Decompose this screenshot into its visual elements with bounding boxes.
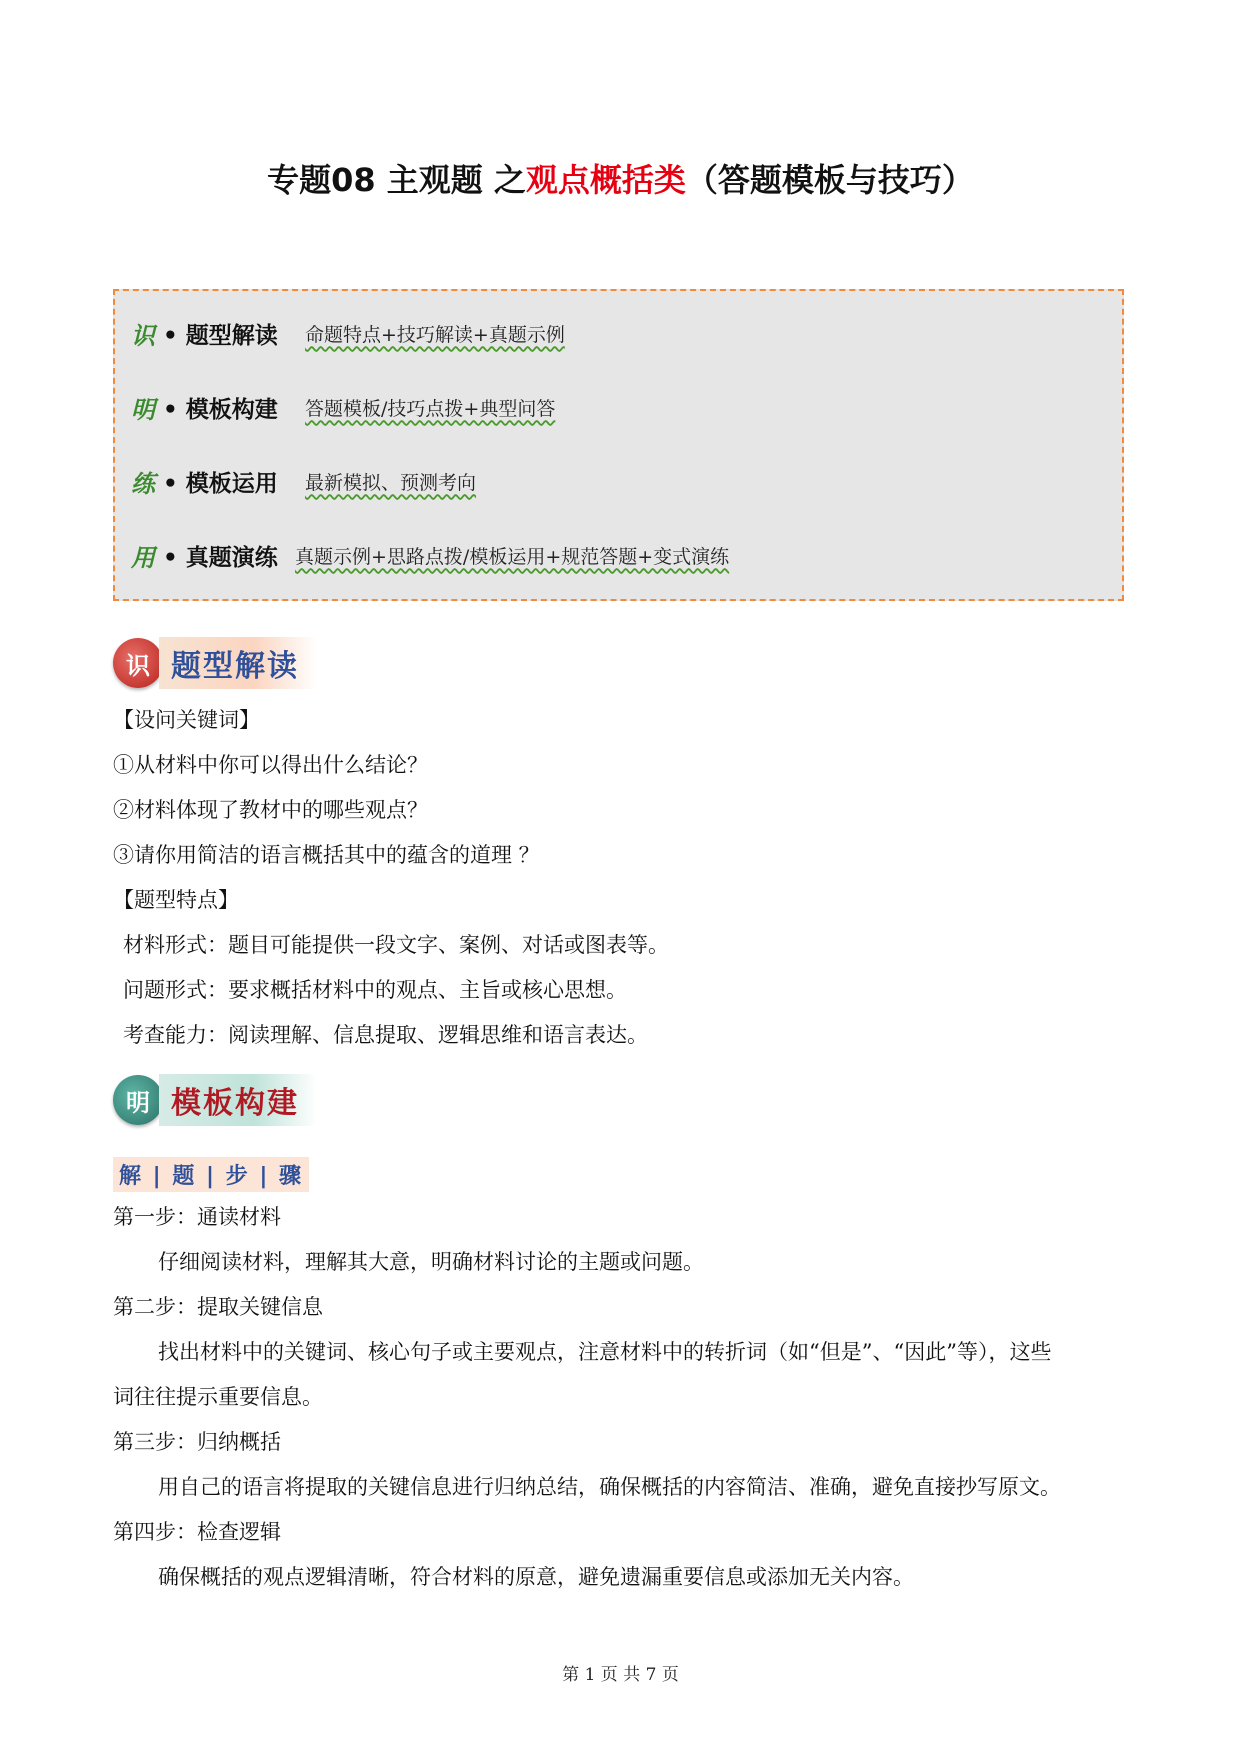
- guide-name: • 模板运用: [163, 465, 293, 498]
- section-badge: 识: [113, 638, 163, 688]
- guide-row: [131, 535, 729, 575]
- step-title: 第二步：提取关键信息: [113, 1295, 323, 1319]
- guide-desc: 真题示例+思路点拨/模板运用+规范答题+变式演练: [295, 545, 730, 568]
- guide-row: [131, 313, 565, 353]
- guide-box: [113, 289, 1124, 601]
- step-body: 仔细阅读材料，理解其大意，明确材料讨论的主题或问题。: [158, 1250, 704, 1274]
- guide-row: [131, 387, 555, 427]
- section-heading: 模板构建: [159, 1074, 317, 1126]
- title-prefix: 专题08 主观题 之: [267, 161, 526, 199]
- steps-tag: 解 | 题 | 步 | 骤: [113, 1157, 309, 1192]
- keyword-item: ②材料体现了教材中的哪些观点？: [113, 798, 428, 822]
- guide-char: 用: [131, 542, 155, 572]
- feature-item: 考查能力：阅读理解、信息提取、逻辑思维和语言表达。: [123, 1023, 648, 1047]
- guide-char: 练: [131, 468, 155, 498]
- guide-name: • 题型解读: [163, 317, 293, 350]
- title-suffix: （答题模板与技巧）: [685, 161, 974, 199]
- guide-name: • 模板构建: [163, 391, 293, 424]
- keyword-item: ①从材料中你可以得出什么结论？: [113, 753, 428, 777]
- step-body: 用自己的语言将提取的关键信息进行归纳总结，确保概括的内容简洁、准确，避免直接抄写原文。: [158, 1475, 1061, 1499]
- section-banner-interpretation: [113, 637, 317, 689]
- page-title: [0, 160, 1241, 200]
- step-title: 第一步：通读材料: [113, 1205, 281, 1229]
- features-label: 【题型特点】: [113, 888, 239, 912]
- feature-item: 问题形式：要求概括材料中的观点、主旨或核心思想。: [123, 978, 627, 1002]
- guide-desc: 命题特点+技巧解读+真题示例: [305, 323, 565, 346]
- page-footer: 第 1 页 共 7 页: [562, 1665, 679, 1685]
- guide-name: • 真题演练: [163, 539, 293, 572]
- guide-desc: 答题模板/技巧点拨+典型问答: [305, 397, 556, 420]
- guide-char: 明: [131, 394, 155, 424]
- section-badge: 明: [113, 1075, 163, 1125]
- section-banner-template: [113, 1074, 317, 1126]
- step-title: 第三步：归纳概括: [113, 1430, 281, 1454]
- guide-desc: 最新模拟、预测考向: [305, 471, 477, 494]
- title-highlight: 观点概括类: [525, 161, 686, 199]
- feature-item: 材料形式：题目可能提供一段文字、案例、对话或图表等。: [123, 933, 669, 957]
- section-heading: 题型解读: [159, 637, 317, 689]
- keywords-label: 【设问关键词】: [113, 708, 260, 732]
- step-body: 找出材料中的关键词、核心句子或主要观点，注意材料中的转折词（如“但是”、“因此”等），这些: [158, 1340, 1052, 1364]
- step-title: 第四步：检查逻辑: [113, 1520, 281, 1544]
- guide-row: [131, 461, 476, 501]
- guide-char: 识: [131, 320, 155, 350]
- step-body: 确保概括的观点逻辑清晰，符合材料的原意，避免遗漏重要信息或添加无关内容。: [158, 1565, 914, 1589]
- keyword-item: ③请你用简洁的语言概括其中的蕴含的道理 ？: [113, 843, 540, 867]
- step-body: 词往往提示重要信息。: [113, 1385, 323, 1409]
